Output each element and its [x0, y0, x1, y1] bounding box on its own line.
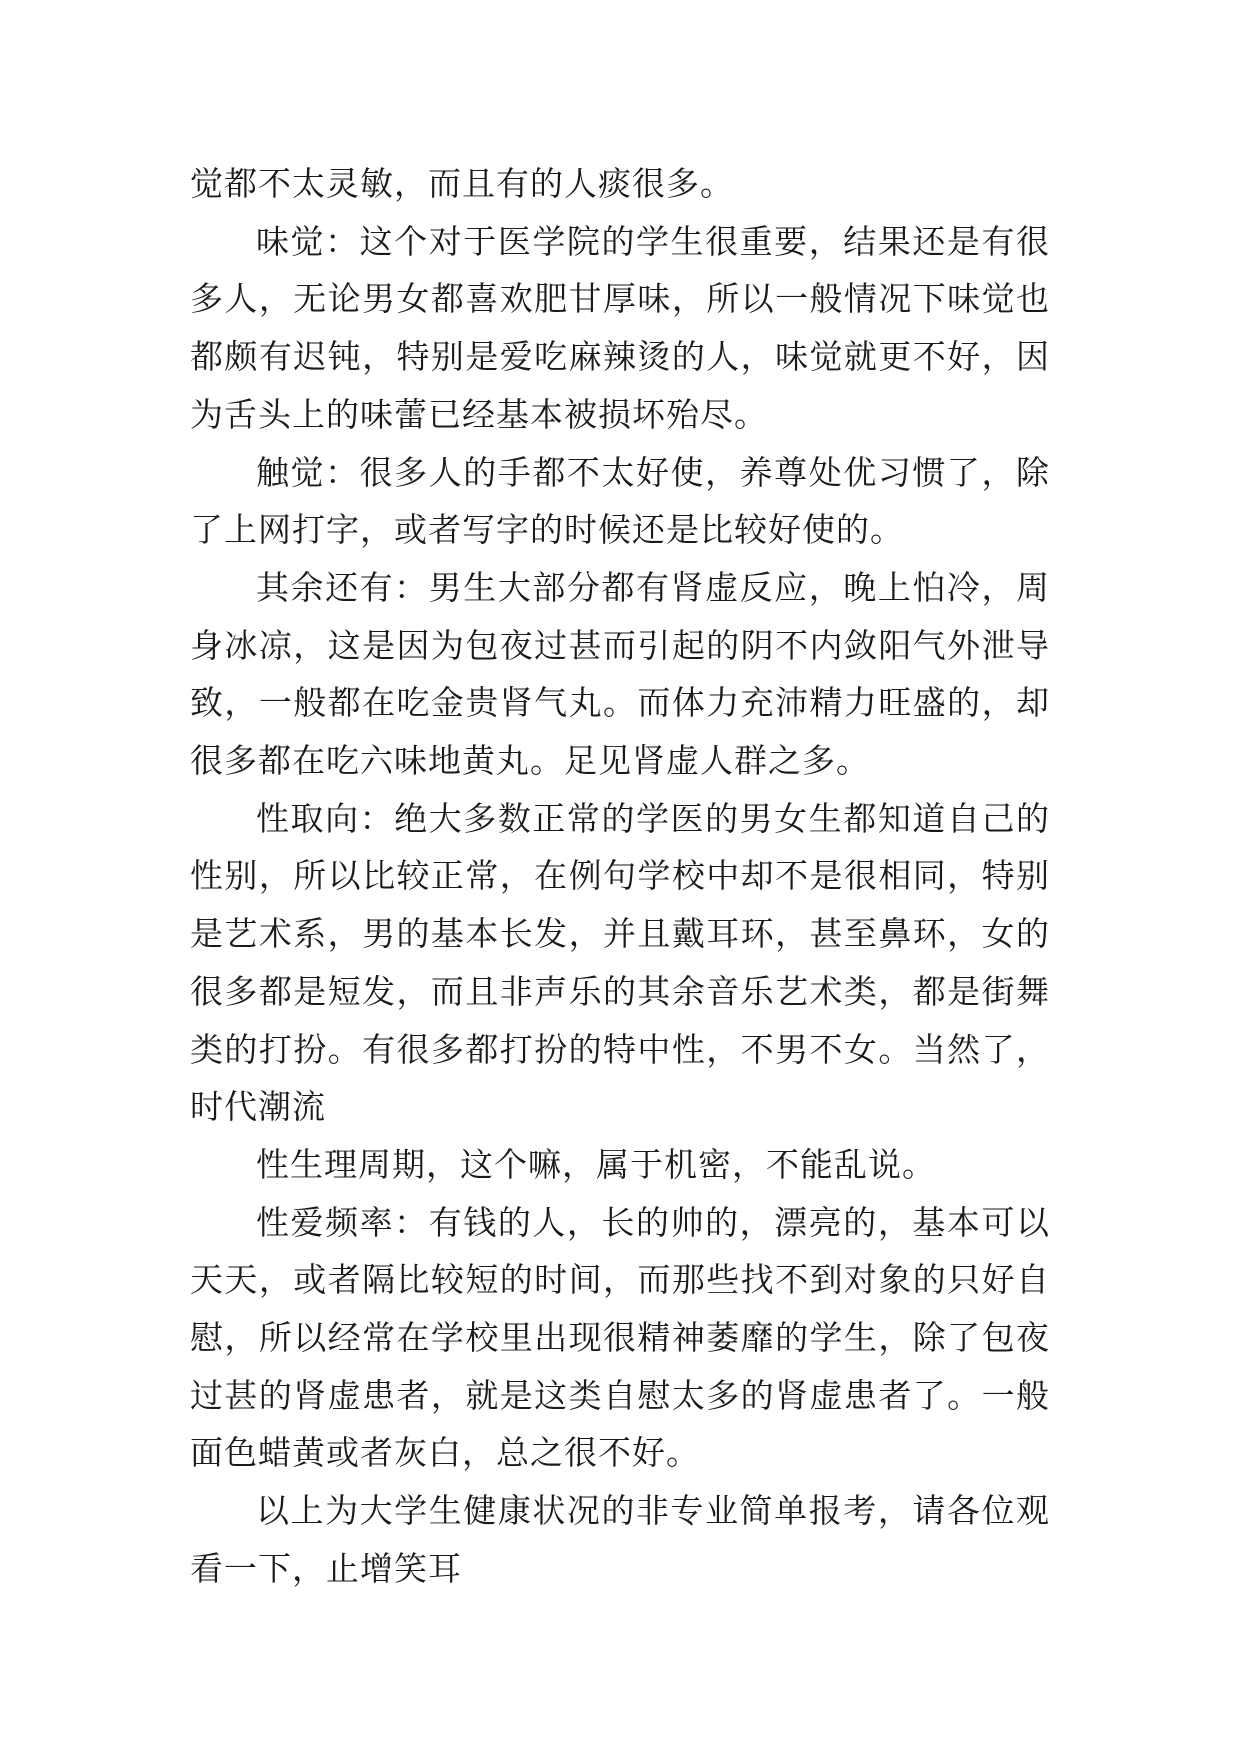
paragraph-4: 其余还有：男生大部分都有肾虚反应，晚上怕冷，周身冰凉，这是因为包夜过甚而引起的阴不内敛阳气外泄导致，一般都在吃金贵肾气丸。而体力充沛精力旺盛的，却很多都在吃六味地黄丸。足见肾虚人群之多。	[190, 567, 1050, 781]
document-body	[190, 155, 1050, 1598]
paragraph-5: 性取向：绝大多数正常的学医的男女生都知道自己的性别，所以比较正常，在例句学校中却不是很相同，特别是艺术系，男的基本长发，并且戴耳环，甚至鼻环，女的很多都是短发，而且非声乐的其余音乐艺术类，都是街舞类的打扮。有很多都打扮的特中性，不男不女。当然了，时代潮流	[190, 798, 1050, 1127]
paragraph-1: 觉都不太灵敏，而且有的人痰很多。	[190, 164, 734, 203]
paragraph-8: 以上为大学生健康状况的非专业简单报考，请各位观看一下，止增笑耳	[190, 1491, 1050, 1588]
paragraph-7: 性爱频率：有钱的人，长的帅的，漂亮的，基本可以天天，或者隔比较短的时间，而那些找不到对象的只好自慰，所以经常在学校里出现很精神萎靡的学生，除了包夜过甚的肾虚患者，就是这类自慰太多的肾虚患者了。一般面色蜡黄或者灰白，总之很不好。	[190, 1202, 1050, 1473]
paragraph-3: 触觉：很多人的手都不太好使，养尊处优习惯了，除了上网打字，或者写字的时候还是比较好使的。	[190, 452, 1050, 550]
paragraph-6: 性生理周期，这个嘛，属于机密，不能乱说。	[256, 1144, 936, 1184]
paragraph-2: 味觉：这个对于医学院的学生很重要，结果还是有很多人，无论男女都喜欢肥甘厚味，所以一般情况下味觉也都颇有迟钝，特别是爱吃麻辣烫的人，味觉就更不好，因为舌头上的味蕾已经基本被损坏殆尽。	[190, 221, 1050, 434]
